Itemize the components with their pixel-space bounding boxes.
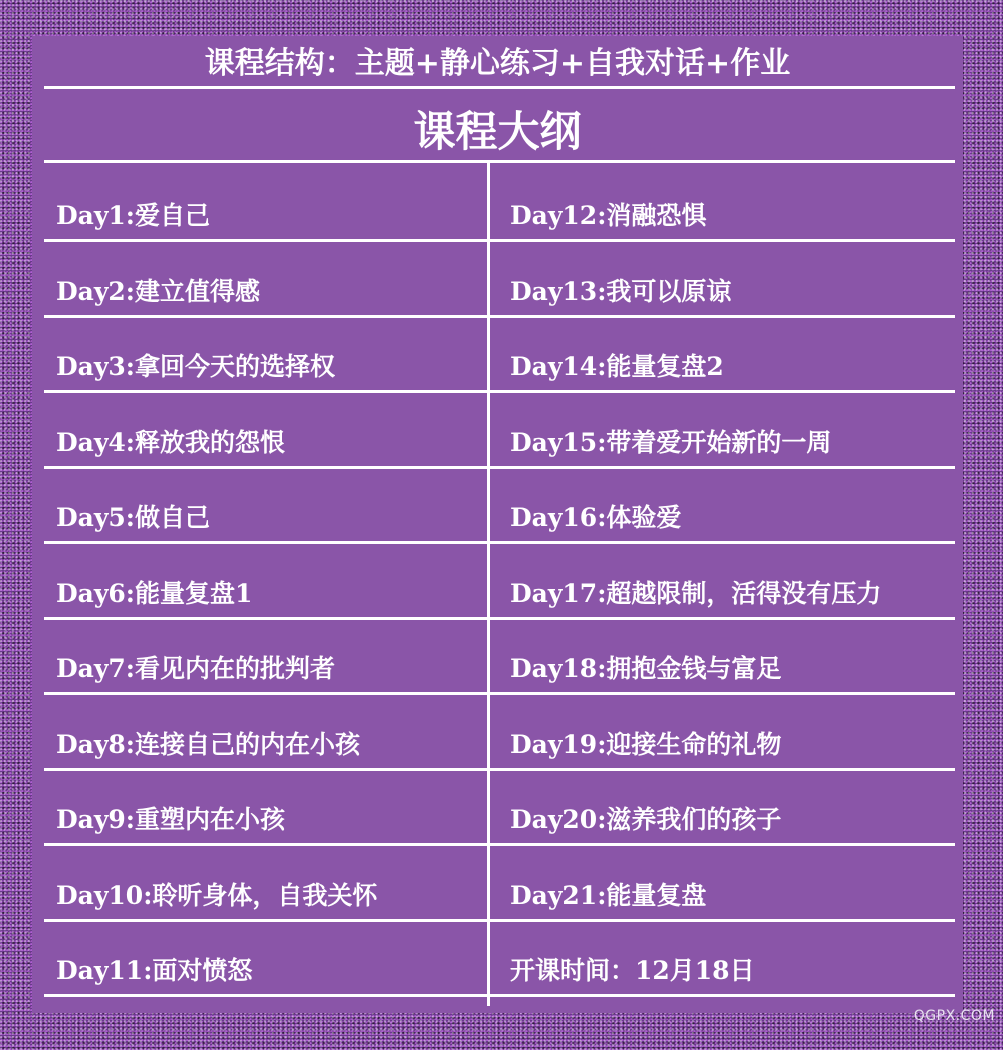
row-divider [44,692,955,695]
divider [44,86,955,89]
outline-item: Day21:能量复盘 [510,881,707,910]
outline-item: Day14:能量复盘2 [510,352,724,381]
row-divider [44,994,955,997]
outline-item: Day12:消融恐惧 [510,201,707,230]
row-divider [44,390,955,393]
row-divider [44,315,955,318]
outline-item: Day20:滋养我们的孩子 [510,805,782,834]
outline-item: Day16:体验爱 [510,503,682,532]
outline-item: Day4:释放我的怨恨 [56,428,286,457]
outline-title: 课程大纲 [413,107,582,156]
row-divider [44,239,955,242]
outline-item: Day15:带着爱开始新的一周 [510,428,832,457]
watermark: QGPX.COM [913,1008,995,1024]
outline-item: Day5:做自己 [56,503,211,532]
outline-item: Day7:看见内在的批判者 [56,654,336,683]
outline-item: Day17:超越限制，活得没有压力 [510,579,882,608]
row-divider [44,843,955,846]
course-outline-panel [32,36,963,1013]
outline-item: Day3:拿回今天的选择权 [56,352,336,381]
outline-item: Day11:面对愤怒 [56,956,253,985]
outline-item: Day13:我可以原谅 [510,277,732,306]
row-divider [44,768,955,771]
start-date: 开课时间：12月18日 [510,956,755,985]
outline-item: Day19:迎接生命的礼物 [510,730,782,759]
outline-item: Day1:爱自己 [56,201,211,230]
outline-item: Day6:能量复盘1 [56,579,253,608]
column-divider [487,163,490,1006]
outline-item: Day2:建立值得感 [56,277,261,306]
row-divider [44,617,955,620]
row-divider [44,541,955,544]
outline-item: Day10:聆听身体，自我关怀 [56,881,378,910]
outline-item: Day9:重塑内在小孩 [56,805,286,834]
course-structure-heading: 课程结构：主题+静心练习+自我对话+作业 [204,46,791,81]
divider [44,160,955,163]
outline-item: Day8:连接自己的内在小孩 [56,730,361,759]
row-divider [44,919,955,922]
outline-item: Day18:拥抱金钱与富足 [510,654,782,683]
row-divider [44,466,955,469]
